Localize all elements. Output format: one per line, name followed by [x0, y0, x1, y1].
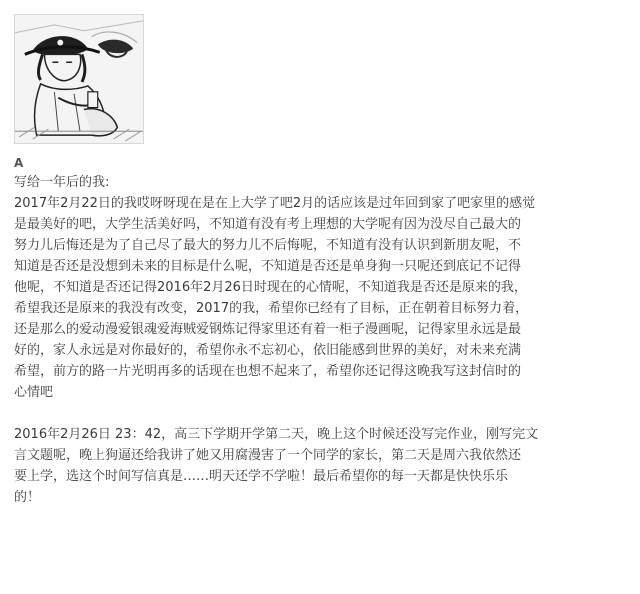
- post-line: 他呢，不知道是否还记得2016年2月26日时现在的心情呢，不知道我是否还是原来的我，: [14, 280, 527, 295]
- post-line: 心情吧: [14, 385, 54, 400]
- post-line: 言文题呢，晚上狗逼还给我讲了她又用腐漫害了一个同学的家长，第二天是周六我依然还: [14, 448, 522, 463]
- paragraph-gap: [14, 403, 626, 424]
- avatar[interactable]: [14, 14, 144, 144]
- post-line: 希望我还是原来的我没有改变，2017的我，希望你已经有了目标，正在朝着目标努力着，: [14, 301, 529, 316]
- post-line: 知道是否还是没想到未来的目标是什么呢，不知道是否还是单身狗一只呢还到底记不记得: [14, 259, 522, 274]
- post-line: 写给一年后的我:: [14, 175, 110, 190]
- post-line: 的！: [14, 490, 41, 505]
- post-line: 是最美好的吧，大学生活美好吗，不知道有没有考上理想的大学呢有因为没尽自己最大的: [14, 217, 522, 232]
- post-body: [14, 172, 626, 508]
- post-line: 好的，家人永远是对你最好的，希望你永不忘初心，依旧能感到世界的美好，对未来充满: [14, 343, 522, 358]
- post-line: 2016年2月26日 23：42，高三下学期开学第二天，晚上这个时候还没写完作业，刚写完文: [14, 427, 539, 442]
- post-line: 要上学，选这个时间写信真是……明天还学不学啦！最后希望你的每一天都是快快乐乐: [14, 469, 509, 484]
- post-line: 2017年2月22日的我哎呀呀现在是在上大学了吧2月的话应该是过年回到家了吧家里的感觉: [14, 196, 536, 211]
- username[interactable]: A: [14, 156, 24, 170]
- post-line: 希望，前方的路一片光明再多的话现在也想不起来了，希望你还记得这晚我写这封信时的: [14, 364, 522, 379]
- post-line: 还是那么的爱动漫爱银魂爱海贼爱钢炼记得家里还有着一柜子漫画呢，记得家里永远是最: [14, 322, 522, 337]
- post-line: 努力儿后悔还是为了自己尽了最大的努力儿不后悔呢，不知道有没有认识到新朋友呢，不: [14, 238, 522, 253]
- avatar-illustration: [15, 15, 143, 143]
